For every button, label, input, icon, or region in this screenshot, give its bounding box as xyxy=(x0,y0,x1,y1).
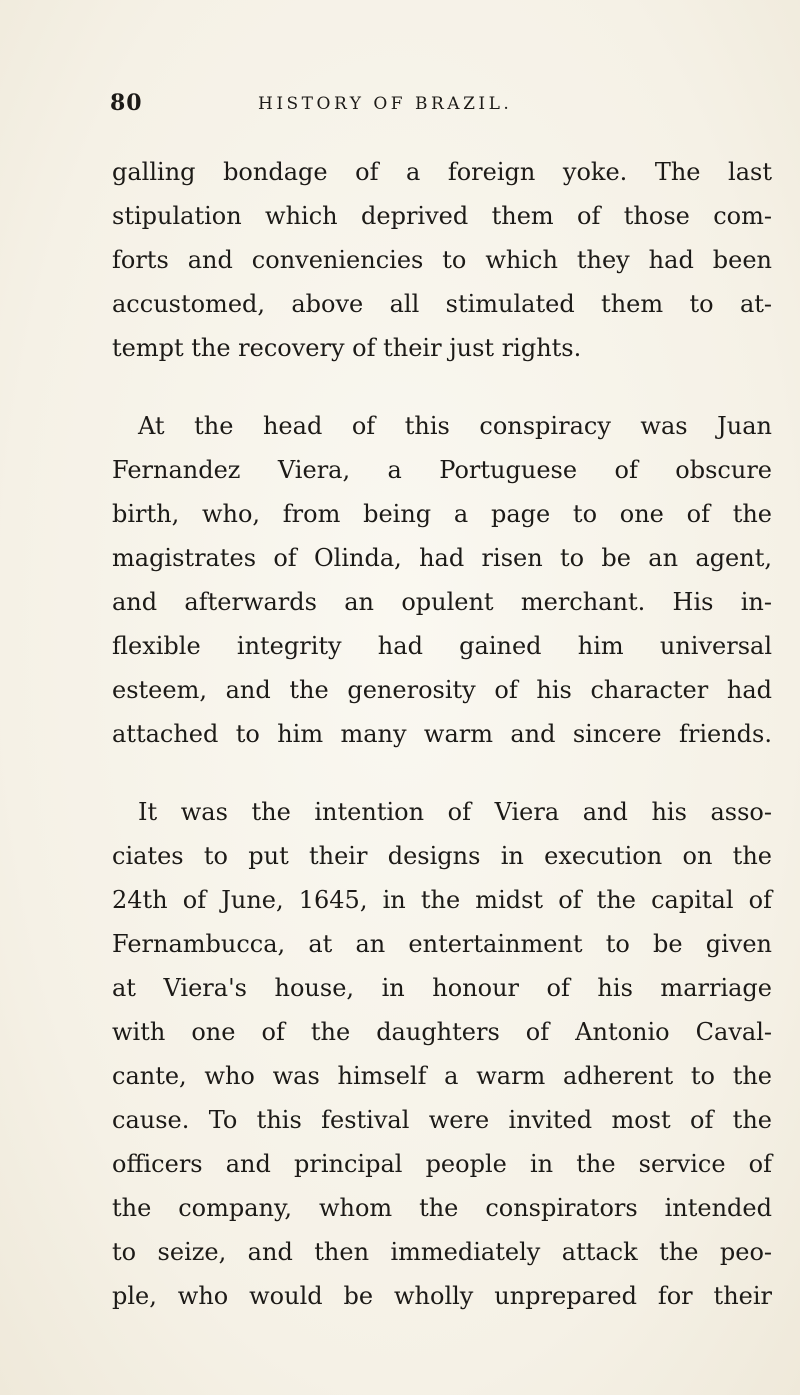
text-line: magistrates of Olinda, had risen to be an agent, xyxy=(112,544,772,572)
text-line: esteem, and the generosity of his character had xyxy=(112,676,772,704)
text-line: ciates to put their designs in execution on the xyxy=(112,842,772,870)
text-line: galling bondage of a foreign yoke. The last xyxy=(112,158,772,186)
text-line: 24th of June, 1645, in the midst of the capital of xyxy=(112,886,772,914)
text-line: cause. To this festival were invited most of the xyxy=(112,1106,772,1134)
text-line: accustomed, above all stimulated them to at- xyxy=(112,290,772,318)
text-line: forts and conveniencies to which they had been xyxy=(112,246,772,274)
text-line: stipulation which deprived them of those com- xyxy=(112,202,772,230)
text-line: It was the intention of Viera and his asso- xyxy=(138,798,772,826)
text-line: the company, whom the conspirators intended xyxy=(112,1194,772,1222)
running-title: HISTORY OF BRAZIL. xyxy=(258,94,513,114)
text-line: flexible integrity had gained him universal xyxy=(112,632,772,660)
text-line: and afterwards an opulent merchant. His in- xyxy=(112,588,772,616)
text-line: tempt the recovery of their just rights. xyxy=(112,334,582,362)
running-head xyxy=(110,90,780,120)
text-line: Fernandez Viera, a Portuguese of obscure xyxy=(112,456,772,484)
text-line: ple, who would be wholly unprepared for their xyxy=(112,1282,772,1310)
paragraph-3 xyxy=(112,790,772,1318)
body-text xyxy=(112,150,772,1318)
text-line: with one of the daughters of Antonio Caval- xyxy=(112,1018,772,1046)
paragraph-1 xyxy=(112,150,772,370)
text-line: birth, who, from being a page to one of the xyxy=(112,500,772,528)
paragraph-gap xyxy=(112,756,772,790)
paragraph-gap xyxy=(112,370,772,404)
text-line: At the head of this conspiracy was Juan xyxy=(138,412,772,440)
text-line: Fernambucca, at an entertainment to be given xyxy=(112,930,772,958)
text-line: cante, who was himself a warm adherent to the xyxy=(112,1062,772,1090)
text-line: to seize, and then immediately attack the peo- xyxy=(112,1238,772,1266)
paragraph-2 xyxy=(112,404,772,756)
text-line: attached to him many warm and sincere friends. xyxy=(112,720,772,748)
text-line: officers and principal people in the service of xyxy=(112,1150,772,1178)
page-number: 80 xyxy=(110,90,143,116)
text-line: at Viera's house, in honour of his marriage xyxy=(112,974,772,1002)
